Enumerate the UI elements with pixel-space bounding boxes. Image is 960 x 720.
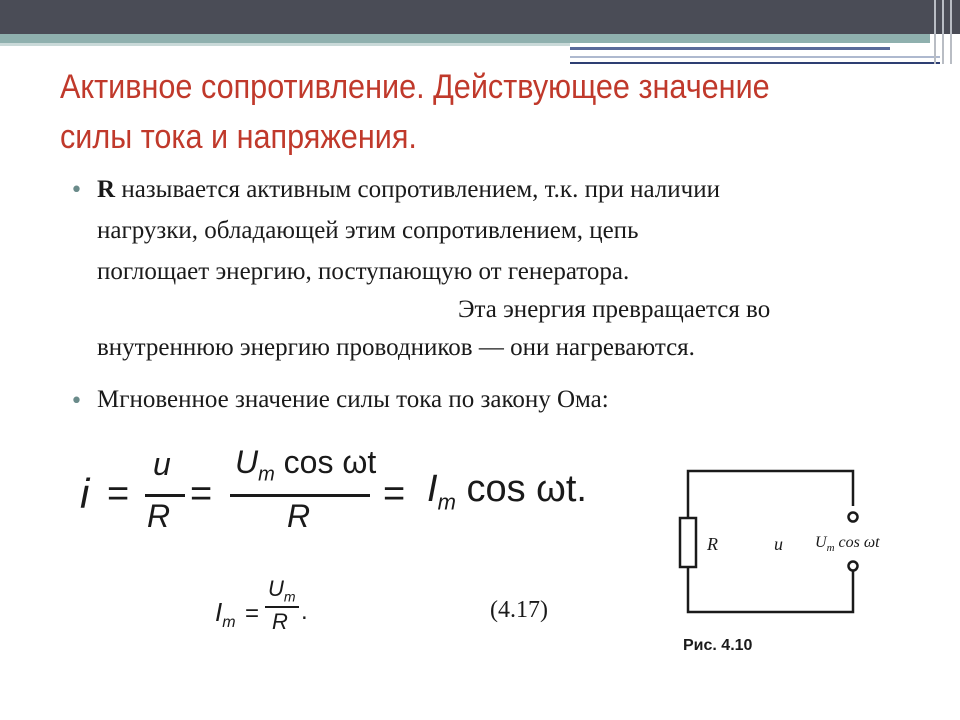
slide-title-line2: силы тока и напряжения. (60, 118, 417, 156)
decor-line (570, 47, 890, 50)
decor-line (570, 56, 940, 58)
bullet1-line4: Эта энергия превращается во (458, 296, 771, 323)
bullet2-line1: Мгновенное значение силы тока по закону Ома: (97, 386, 609, 413)
formula-eq: = (383, 473, 406, 515)
wire-top (688, 471, 853, 518)
slide-title (60, 62, 816, 162)
decor-vbar (950, 0, 952, 64)
decor-vbar (934, 0, 936, 64)
bullet-marker: • (70, 389, 83, 414)
bullet1-line2: нагрузки, обладающей этим сопротивлением, цепь (97, 217, 639, 244)
bullet1-line1 (97, 176, 720, 204)
bullet1-text: называется активным сопротивлением, т.к. при наличии (115, 176, 720, 203)
formula-frac2-den: R (287, 498, 311, 534)
amp-formula-tail: . (301, 598, 308, 625)
bullet1-line5: внутреннюю энергию проводников — они нагреваются. (97, 334, 695, 361)
voltage-label: u (774, 534, 783, 554)
bullet1-line3: поглощает энергию, поступающую от генератора. (97, 258, 630, 285)
terminal-bottom (849, 562, 858, 571)
header-bar (0, 0, 960, 34)
wire-bottom (688, 567, 853, 612)
fraction-bar (265, 606, 299, 608)
slide-title-line1: Активное сопротивление. Действующее значение (60, 68, 770, 106)
fraction-bar (145, 494, 185, 497)
resistor-symbol (680, 518, 696, 567)
bullet-marker: • (70, 178, 83, 203)
formula-eq: = (190, 473, 213, 515)
equation-number: (4.17) (490, 597, 548, 623)
amp-formula-eq: = (245, 600, 260, 627)
terminal-top (849, 513, 858, 522)
amp-formula-den: R (272, 609, 288, 634)
figure-caption: Рис. 4.10 (683, 637, 753, 654)
formula-frac1-num: u (153, 446, 171, 482)
formula-image (65, 440, 610, 710)
amp-formula-lhs: $I_m$ (215, 597, 236, 632)
decor-vbar (942, 0, 944, 64)
formula-lhs: i (80, 470, 90, 517)
header-stripe-light (0, 43, 570, 46)
resistor-label: R (707, 534, 718, 554)
formula-frac1-den: R (147, 498, 171, 534)
formula-eq: = (107, 473, 130, 515)
amp-formula-num: $U_m$ (268, 576, 296, 605)
header-stripe (0, 34, 930, 43)
bullet1-lead: R (97, 176, 116, 203)
formula-rhs: $I_m$ cos ωt. (427, 468, 587, 515)
fraction-bar (230, 494, 370, 497)
source-label: $U_m$ cos ωt (815, 534, 880, 555)
formula-frac2-num: $U_m$ cos ωt (235, 444, 377, 486)
